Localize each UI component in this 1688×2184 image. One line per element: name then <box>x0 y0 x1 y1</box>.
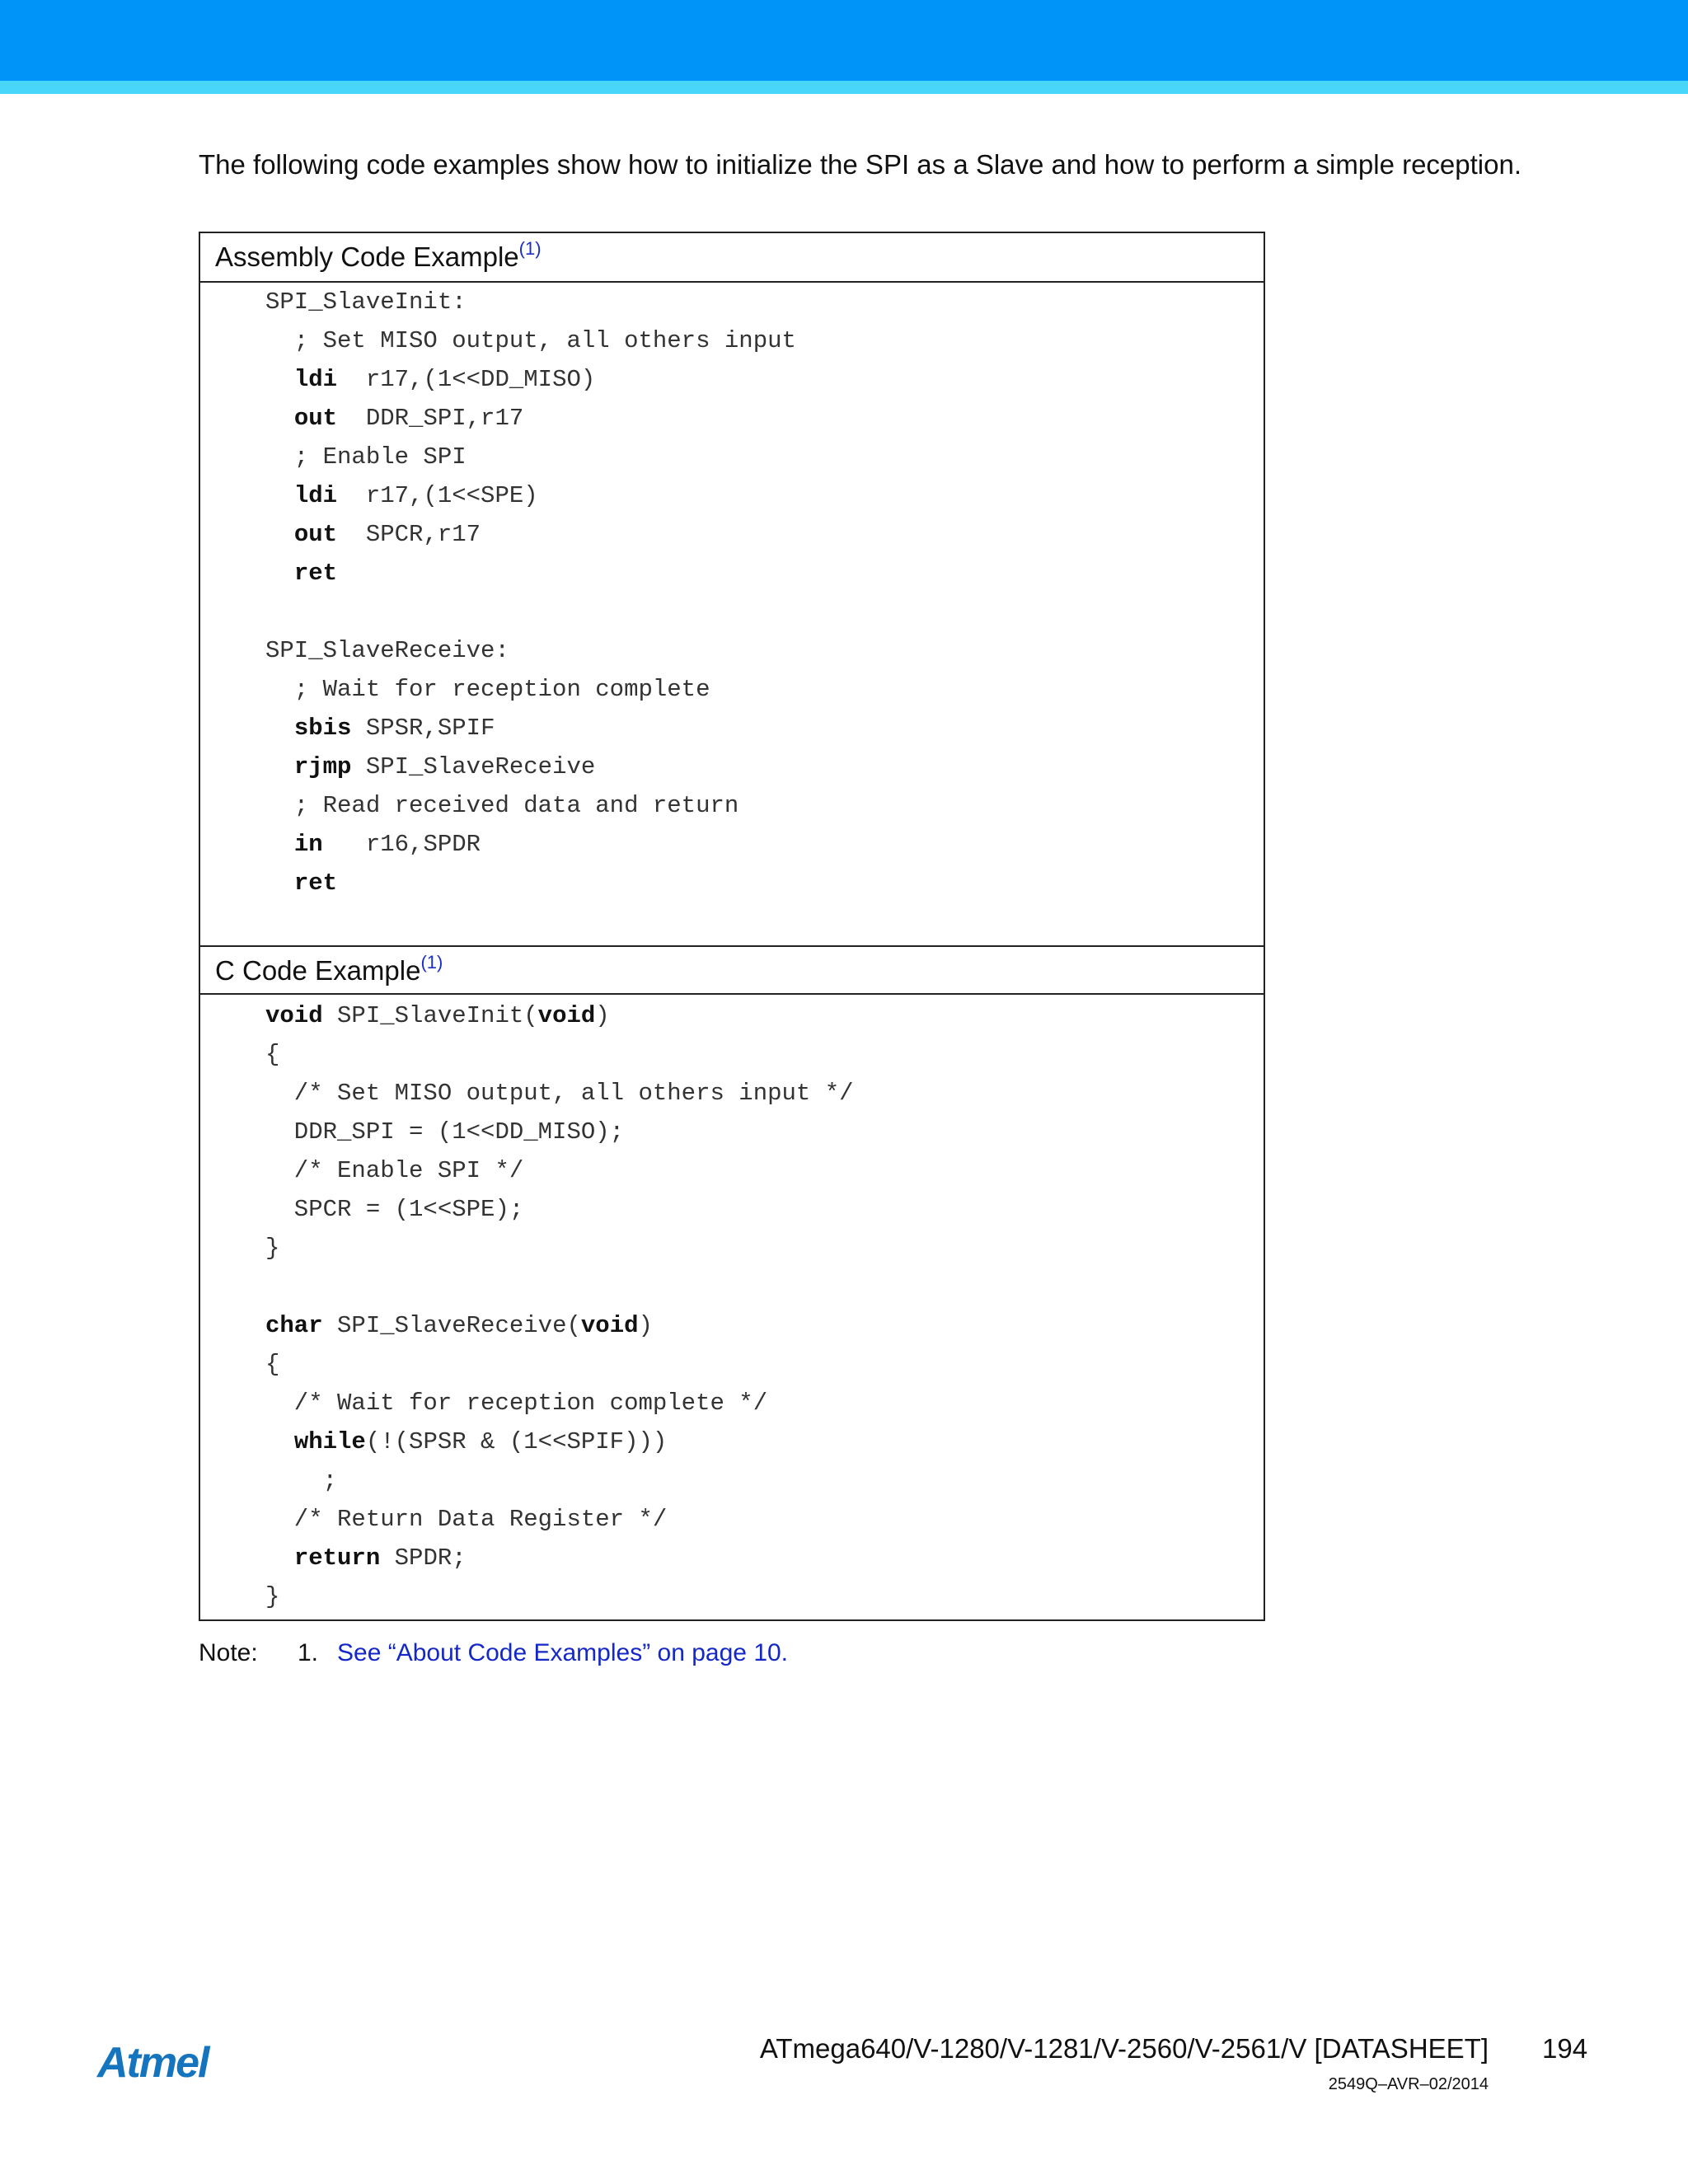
c-code-line <box>265 1500 854 1539</box>
code-text: { <box>265 1041 280 1068</box>
note-label: Note: <box>199 1639 258 1666</box>
code-keyword: out <box>293 521 338 548</box>
code-text <box>265 1428 294 1455</box>
code-text: /* Wait for reception complete */ <box>265 1390 768 1417</box>
code-keyword: ldi <box>293 482 338 509</box>
code-keyword: void <box>580 1312 639 1339</box>
code-text: ; Read received data and return <box>265 792 739 819</box>
c-code-line <box>265 1384 854 1422</box>
assembly-code-line <box>265 515 796 554</box>
code-text <box>265 521 294 548</box>
assembly-footnote-ref[interactable]: (1) <box>518 238 542 259</box>
assembly-code-line <box>265 593 796 631</box>
code-text: } <box>265 1235 280 1262</box>
assembly-code-line <box>265 825 796 864</box>
code-keyword: char <box>265 1312 323 1339</box>
assembly-code-block <box>265 283 796 902</box>
code-keyword: sbis <box>293 715 352 742</box>
c-code-line <box>265 1268 854 1306</box>
code-text: SPI_SlaveInit( <box>322 1002 538 1029</box>
c-code-header <box>200 945 1264 995</box>
code-text: SPCR = (1<<SPE); <box>265 1196 524 1223</box>
code-text: SPDR; <box>380 1544 467 1572</box>
code-text: r17,(1<<SPE) <box>337 482 538 509</box>
code-text: r17,(1<<DD_MISO) <box>337 366 596 393</box>
code-text: SPI_SlaveInit: <box>265 288 467 316</box>
code-text: SPI_SlaveReceive( <box>322 1312 581 1339</box>
atmel-logo <box>96 2042 241 2088</box>
c-code-line <box>265 1461 854 1500</box>
code-text <box>265 405 294 432</box>
code-text <box>265 869 294 897</box>
c-code-line <box>265 1345 854 1384</box>
c-code-line <box>265 1306 854 1345</box>
code-text: r16,SPDR <box>322 831 481 858</box>
assembly-code-line <box>265 283 796 321</box>
header-stripe <box>0 81 1688 94</box>
assembly-code-line <box>265 399 796 438</box>
code-example-table <box>199 232 1265 1621</box>
code-keyword: ldi <box>293 366 338 393</box>
c-code-block <box>265 996 854 1616</box>
code-text <box>265 831 294 858</box>
assembly-code-line <box>265 786 796 825</box>
note-number: 1. <box>298 1639 319 1666</box>
code-text <box>265 715 294 742</box>
code-text: ) <box>595 1002 610 1029</box>
code-text <box>265 482 294 509</box>
assembly-code-line <box>265 864 796 902</box>
c-code-line <box>265 996 854 1035</box>
code-text: SPI_SlaveReceive <box>351 753 596 780</box>
assembly-code-title: Assembly Code Example <box>215 241 519 272</box>
code-text: ; Enable SPI <box>265 443 467 471</box>
c-code-footnote-ref[interactable]: (1) <box>420 952 443 972</box>
assembly-code-line <box>265 631 796 670</box>
code-text <box>265 366 294 393</box>
footer-document-number: 2549Q–AVR–02/2014 <box>1328 2075 1489 2093</box>
assembly-code-line <box>265 438 796 476</box>
code-text <box>265 1544 294 1572</box>
header-bar <box>0 0 1688 81</box>
code-text: SPCR,r17 <box>337 521 481 548</box>
c-code-line <box>265 1422 854 1461</box>
code-text: (!(SPSR & (1<<SPIF))) <box>365 1428 668 1455</box>
code-text: SPSR,SPIF <box>351 715 495 742</box>
code-keyword: ret <box>293 560 338 587</box>
code-text: SPI_SlaveReceive: <box>265 637 509 664</box>
assembly-code-line <box>265 554 796 593</box>
note-link[interactable]: See “About Code Examples” on page 10. <box>337 1639 789 1666</box>
code-text: /* Return Data Register */ <box>265 1506 668 1533</box>
code-keyword: return <box>293 1544 381 1572</box>
code-text: DDR_SPI = (1<<DD_MISO); <box>265 1118 625 1146</box>
c-code-title: C Code Example <box>215 955 421 986</box>
code-keyword: out <box>293 405 338 432</box>
code-text: { <box>265 1351 280 1378</box>
note <box>199 1637 789 1670</box>
svg-text:Atmel: Atmel <box>97 2042 209 2083</box>
code-keyword: while <box>293 1428 366 1455</box>
assembly-code-line <box>265 709 796 748</box>
c-code-line <box>265 1190 854 1229</box>
code-text: DDR_SPI,r17 <box>337 405 524 432</box>
code-keyword: in <box>293 831 323 858</box>
code-keyword: ret <box>293 869 338 897</box>
assembly-code-header <box>200 233 1264 283</box>
code-text: ; Set MISO output, all others input <box>265 327 796 354</box>
assembly-code-line <box>265 476 796 515</box>
code-text: ) <box>638 1312 653 1339</box>
code-keyword: void <box>265 1002 323 1029</box>
code-keyword: rjmp <box>293 753 352 780</box>
c-code-line <box>265 1035 854 1074</box>
c-code-line <box>265 1151 854 1190</box>
page-number: 194 <box>1542 2033 1588 2064</box>
code-text: /* Enable SPI */ <box>265 1157 524 1184</box>
c-code-line <box>265 1577 854 1616</box>
code-text <box>265 753 294 780</box>
footer-document-title: ATmega640/V-1280/V-1281/V-2560/V-2561/V [DATASHEET] <box>759 2033 1489 2064</box>
code-text: /* Set MISO output, all others input */ <box>265 1080 854 1107</box>
code-text <box>265 560 294 587</box>
code-text: ; <box>265 1467 338 1494</box>
assembly-code-line <box>265 670 796 709</box>
c-code-line <box>265 1539 854 1577</box>
code-text: } <box>265 1583 280 1610</box>
assembly-code-line <box>265 321 796 360</box>
c-code-line <box>265 1113 854 1151</box>
code-keyword: void <box>537 1002 596 1029</box>
assembly-code-line <box>265 360 796 399</box>
assembly-code-line <box>265 748 796 786</box>
c-code-line <box>265 1229 854 1268</box>
intro-paragraph: The following code examples show how to initialize the SPI as a Slave and how to perform a simple reception. <box>199 149 1522 180</box>
atmel-logo-image <box>96 2042 241 2083</box>
c-code-line <box>265 1074 854 1113</box>
code-text: ; Wait for reception complete <box>265 676 710 703</box>
